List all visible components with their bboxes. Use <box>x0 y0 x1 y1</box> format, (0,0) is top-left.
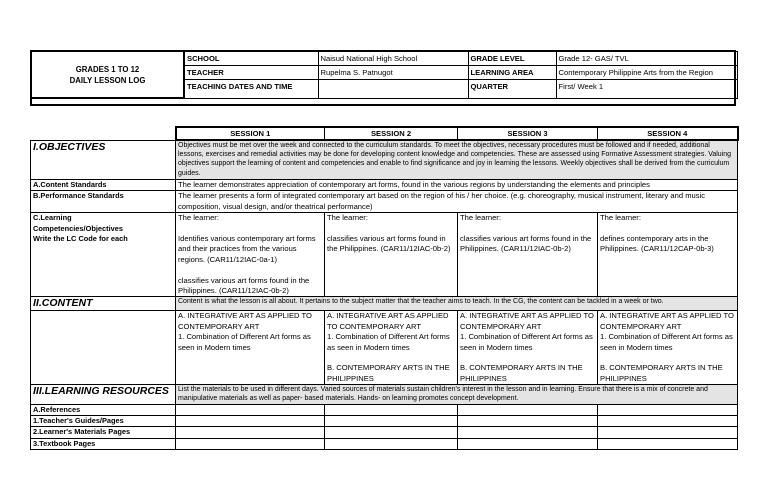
school-label: SCHOOL <box>184 51 318 65</box>
competency-session-1 <box>176 213 325 297</box>
content-2-line1: A. INTEGRATIVE ART AS APPLIED TO CONTEMPORARY ART <box>327 311 449 331</box>
textbook-pages-label: 3.Textbook Pages <box>31 438 176 449</box>
teaching-dates-label: TEACHING DATES AND TIME <box>184 79 318 98</box>
learners-materials-label: 2.Learner's Materials Pages <box>31 427 176 438</box>
objectives-note: Objectives must be met over the week and connected to the curriculum standards. To meet the objectives, necessary procedures must be followed and if needed, additional lessons, exercises and remedial activities may be done for developing content knowledge and competencies. These are assessed using Formative Assessment strategies. Valuing objectives support the learning of content and competencies and enable to find significance and joy in learning the lessons. Weekly objectives shall be derived from the curriculum guides. <box>176 140 738 180</box>
header-table <box>30 50 738 99</box>
competency-1b: classifies various art forms found in the Philippines. (CAR11/12IAC-0b-2) <box>178 275 310 296</box>
competency-1a: Identifies various contemporary art forms and their practices from the various regions. (CAR11/12IAC-0a-1) <box>178 234 316 264</box>
session-2-header: SESSION 2 <box>325 127 458 140</box>
session-3-header: SESSION 3 <box>458 127 598 140</box>
teaching-dates-value <box>318 79 468 98</box>
teachers-guide-label: 1.Teacher's Guides/Pages <box>31 416 176 427</box>
learning-area-value: Contemporary Philippine Arts from the Region <box>556 65 737 79</box>
school-value: Naisud National High School <box>318 51 468 65</box>
learner-intro: The learner: <box>327 213 368 223</box>
competency-session-2 <box>325 213 458 297</box>
objectives-heading: I.OBJECTIVES <box>31 140 176 180</box>
teacher-label: TEACHER <box>184 65 318 79</box>
content-heading: II.CONTENT <box>31 297 176 311</box>
content-session-2 <box>325 311 458 385</box>
content-3-line2: 1. Combination of Different Art forms as seen in Modern times <box>460 332 593 352</box>
content-2-line2: 1. Combination of Different Art forms as seen in Modern times <box>327 332 450 352</box>
content-1-line2: 1. Combination of Different Art forms as seen in Modern times <box>178 332 311 352</box>
competency-4: defines contemporary arts in the Philippines. (CAR11/12CAP-0b-3) <box>600 234 714 254</box>
content-session-4 <box>598 311 738 385</box>
learning-resources-note: List the materials to be used in different days. Varied sources of materials sustain children's interest in the lesson and in learning. Ensure that there is a mix of concrete and manipulative materials as well as paper- based materials. Hands- on learning promotes concept development. <box>176 385 738 404</box>
references-label: A.References <box>31 404 176 415</box>
content-2-line3: B. CONTEMPORARY ARTS IN THE PHILIPPINES <box>327 363 450 383</box>
teacher-value: Rupelma S. Patnugot <box>318 65 468 79</box>
content-session-3 <box>458 311 598 385</box>
content-note: Content is what the lesson is all about. It pertains to the subject matter that the teacher aims to teach. In the CG, the content can be tackled in a week or two. <box>176 297 738 311</box>
content-3-line3: B. CONTEMPORARY ARTS IN THE PHILIPPINES <box>460 363 583 383</box>
learning-competencies-label <box>31 213 176 297</box>
lc-label-line3: Write the LC Code for each <box>33 234 128 244</box>
log-title-line2: DAILY LESSON LOG <box>69 75 146 85</box>
learner-intro: The learner: <box>600 213 641 223</box>
quarter-value: First/ Week 1 <box>556 79 737 98</box>
learning-area-label: LEARNING AREA <box>468 65 556 79</box>
content-standards-label: A.Content Standards <box>31 180 176 191</box>
performance-standards-text: The learner presents a form of integrated contemporary art based on the region of his / her choice. (e.g. choreography, musical instrument, literary and music composition, visual design, and/or theatrical performance) <box>176 191 738 213</box>
competency-2: classifies various art forms found in the Philippines. (CAR11/12IAC-0b-2) <box>327 234 451 254</box>
grade-level-label: GRADE LEVEL <box>468 51 556 65</box>
content-1-line1: A. INTEGRATIVE ART AS APPLIED TO CONTEMPORARY ART <box>178 311 312 331</box>
content-4-line3: B. CONTEMPORARY ARTS IN THE PHILIPPINES <box>600 363 723 383</box>
content-4-line1: A. INTEGRATIVE ART AS APPLIED TO CONTEMPORARY ART <box>600 311 734 331</box>
competency-session-3 <box>458 213 598 297</box>
log-title <box>31 51 184 98</box>
learning-resources-heading: III.LEARNING RESOURCES <box>31 385 176 404</box>
content-standards-text: The learner demonstrates appreciation of contemporary art forms, found in the various regions by understanding the elements and principles <box>176 180 738 191</box>
grade-level-value: Grade 12- GAS/ TVL <box>556 51 737 65</box>
session-header-row <box>31 127 738 140</box>
content-session-1 <box>176 311 325 385</box>
learner-intro: The learner: <box>178 213 219 223</box>
lesson-table <box>30 126 739 450</box>
lc-label-line1: C.Learning <box>33 213 72 223</box>
competency-3: classifies various art forms found in the Philippines. (CAR11/12IAC-0b-2) <box>460 234 592 254</box>
content-4-line2: 1. Combination of Different Art forms as seen in Modern times <box>600 332 733 352</box>
log-title-line1: GRADES 1 TO 12 <box>75 64 140 74</box>
session-4-header: SESSION 4 <box>598 127 738 140</box>
session-1-header: SESSION 1 <box>176 127 325 140</box>
quarter-label: QUARTER <box>468 79 556 98</box>
lc-label-line2: Competencies/Objectives <box>33 223 123 233</box>
content-3-line1: A. INTEGRATIVE ART AS APPLIED TO CONTEMPORARY ART <box>460 311 594 331</box>
performance-standards-label: B.Performance Standards <box>31 191 176 213</box>
learner-intro: The learner: <box>460 213 501 223</box>
competency-session-4 <box>598 213 738 297</box>
